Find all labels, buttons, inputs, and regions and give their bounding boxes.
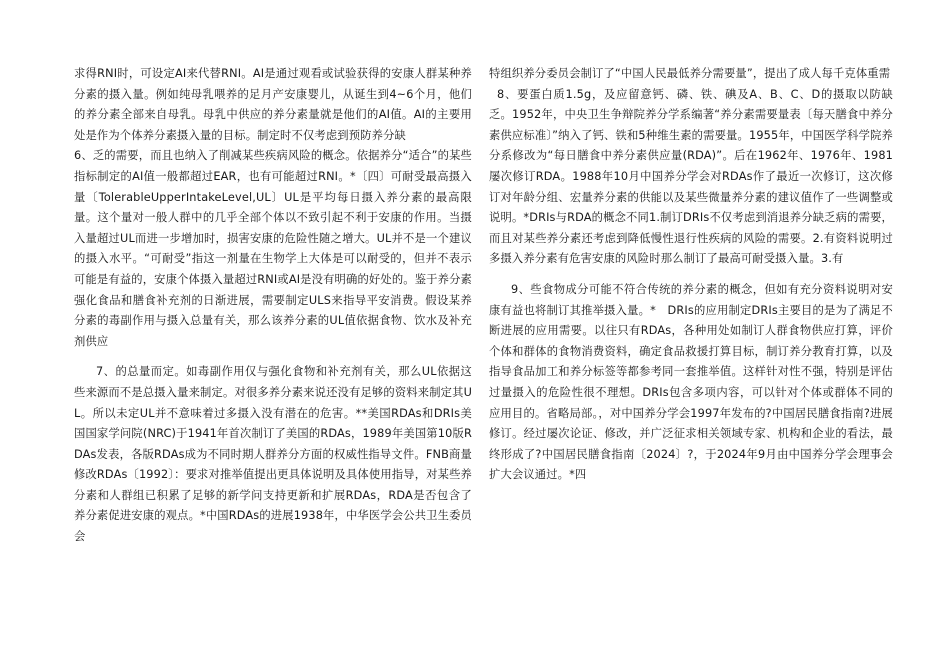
left-column bbox=[74, 64, 472, 548]
paragraph-rda-history: 7、的总量而定。如毒副作用仅与强化食物和补充剂有关，那么UL依据这些来源而不是总摄入量来制定。对很多养分素来说还没有足够的资料来制定其UL。所以未定UL并不意味着过多摄入没有潜在的危害。**美国RDAs和DRIs美国国家学问院(NRC)于1941年首次制订了美国的RDAs，1989年美国第10版RDAs发表，各版RDAs成为不同时期人群养分方面的权威性指导文件。FNB商量修改RDAs〔1992〕：要求对推举值提出更具体说明及具体使用指导，对某些养分素和人群组已积累了足够的新学问支持更新和扩展RDAs，RDA是否包含了养分素促进安康的观点。*中国RDAs的进展1938年，中华医学会公共卫生委员会 bbox=[74, 365, 472, 544]
paragraph-dris-application: 9、些食物成分可能不符合传统的养分素的概念，但如有充分资料说明对安康有益也将制订其推举摄入量。* DRIs的应用制定DRIs主要目的是为了满足不断进展的应用需要。以往只有RDAs，各种用处如制订人群食物供应打算，评价个体和群体的食物消费资料，确定食品救援打算目标，制订养分教育打算，以及指导食品加工和养分标签等都参考同一套推举值。这样针对性不强，特别是评估过量摄入的危险性很不理想。DRIs包含多项内容，可以针对个体或群体不同的应用目的。省略局部。，对中国养分学会1997年发布的?中国居民膳食指南?进展修订。经过屡次论证、修改，并广泛征求相关领域专家、机构和企业的看法，最终形成了?中国居民膳食指南〔2024〕?，于2024年9月由中国养分学会理事会扩大会议通过。*四 bbox=[489, 282, 893, 482]
paragraph-rni-ai: 求得RNI时，可设定AI来代替RNI。AI是通过观看或试验获得的安康人群某种养分素的摄入量。例如纯母乳喂养的足月产安康婴儿，从诞生到4~6个月，他们的养分素全部来自母乳。母乳中供应的养分素量就是他们的AI值。AI的主要用处是作为个体养分素摄入量的目标。制定时不仅考虑到预防养分缺 bbox=[74, 67, 472, 142]
paragraph-china-rda: 8、要蛋白质1.5g，及应留意钙、磷、铁、碘及A、B、C、D的摄取以防缺乏。1952年，中央卫生争辩院养分学系编著“养分素需要量表〔每天膳食中养分素供应标准〕”纳入了钙、铁和5种维生素的需要量。1955年，中国医学科学院养分系修改为“每日膳食中养分素供应量(RDA)”。后在1962年、1976年、1981屡次修订RDA。1988年10月中国养分学会对RDAs作了最近一次修订，这次修订对年龄分组、宏量养分素的供能以及某些微量养分素的建议值作了一些调整或说明。*DRIs与RDA的概念不同1.制订DRIs不仅考虑到消退养分缺乏病的需要，而且对某些养分素还考虑到降低慢性退行性疾病的风险的需要。2.有资料说明过多摄入养分素有危害安康的风险时那么制订了最高可耐受摄入量。3.有 bbox=[489, 87, 893, 266]
paragraph-gap bbox=[74, 352, 472, 362]
paragraph-ul-definition: 6、乏的需要，而且也纳入了削减某些疾病风险的概念。依据养分“适合”的某些指标制定的AI值一般都超过EAR，也有可能超过RNI。*〔四〕可耐受最高摄入量〔TolerableUpperIntakeLevel,UL〕UL是平均每日摄入养分素的最高限量。这个量对一般人群中的几乎全部个体以不致引起不利于安康的作用。当摄入量超过UL而进一步增加时，损害安康的危险性随之增大。UL并不是一个建议的摄入水平。“可耐受”指这一剂量在生物学上大体是可以耐受的，但并不表示可能是有益的，安康个体摄入量超过RNI或AI是没有明确的好处的。鉴于养分素强化食品和膳食补充剂的日渐进展，需要制定ULS来指导平安消费。假设某养分素的毒副作用与摄入总量有关，那么该养分素的UL值依据食物、饮水及补充剂供应 bbox=[74, 149, 472, 348]
right-column bbox=[489, 64, 893, 486]
paragraph-gap bbox=[489, 270, 893, 280]
paragraph-minimum-requirement: 特组织养分委员会制订了“中国人民最低养分需要量”，提出了成人每千克体重需 bbox=[489, 67, 891, 80]
